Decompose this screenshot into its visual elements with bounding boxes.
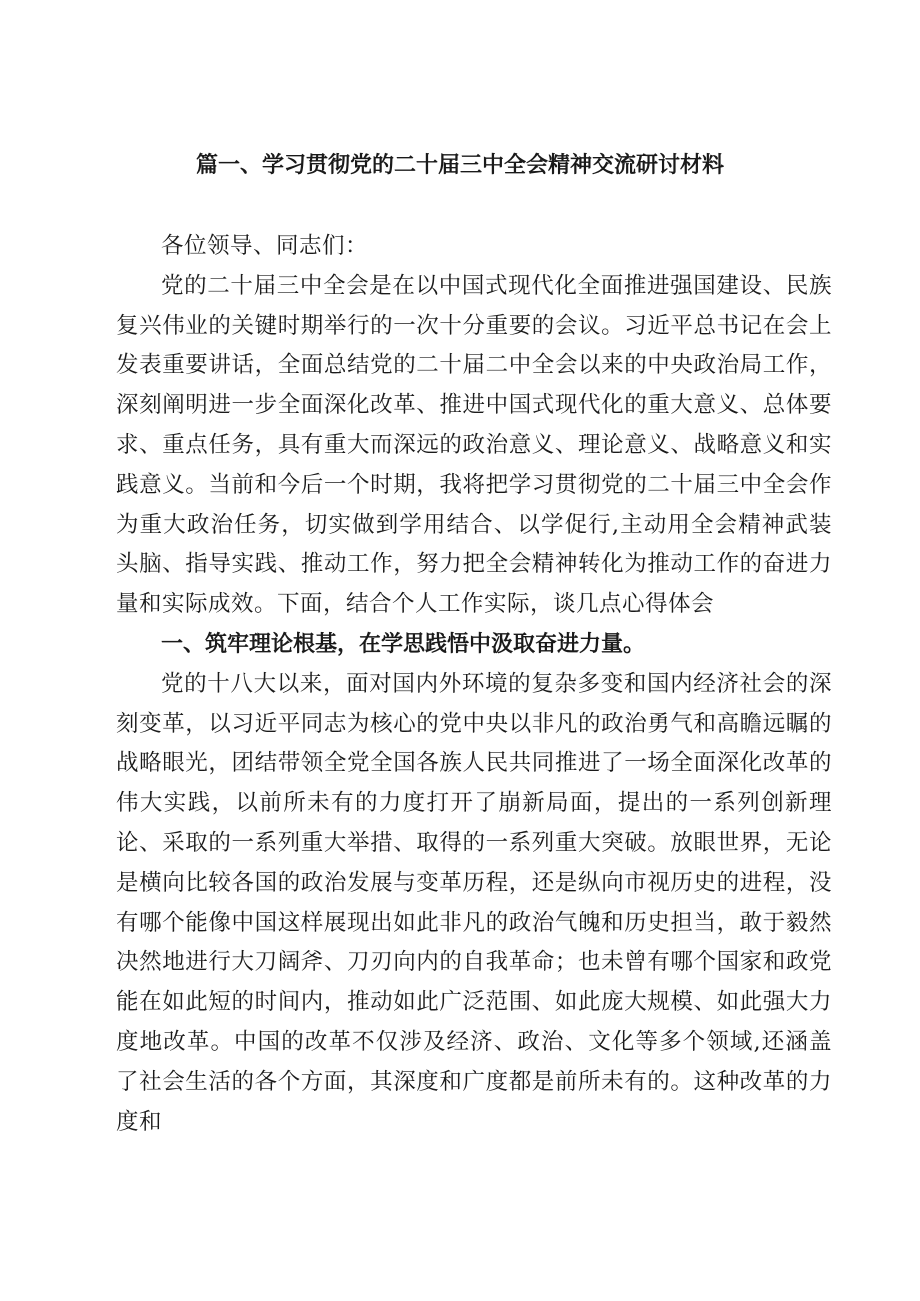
paragraph-section-1: 党的十八大以来，面对国内外环境的复杂多变和国内经济社会的深刻变革，以习近平同志为核心的党中央以非凡的政治勇气和高瞻远瞩的战略眼光，团结带领全党全国各族人民共同推进了一场全面深化改革的伟大实践，以前所未有的力度打开了崩新局面，提出的一系列创新理论、采取的一系列重大举措、取得的一系列重大突破。放眼世界，无论是横向比较各国的政治发展与变革历程，还是纵向市视历史的进程，没有哪个能像中国这样展现出如此非凡的政治气魄和历史担当，敢于毅然决然地进行大刀阔斧、刀刃向内的自我革命；也未曾有哪个国家和政党能在如此短的时间内，推动如此广泛范围、如此庞大规模、如此强大力度地改革。中国的改革不仅涉及经济、政治、文化等多个领域,还涵盖了社会生活的各个方面，其深度和广度都是前所未有的。这种改革的力度和 <box>116 670 832 1135</box>
paragraph-intro: 党的二十届三中全会是在以中国式现代化全面推进强国建设、民族复兴伟业的关键时期举行的一次十分重要的会议。习近平总书记在会上发表重要讲话，全面总结党的二十届二中全会以来的中央政治局工作，深刻阐明进一步全面深化改革、推进中国式现代化的重大意义、总体要求、重点任务，具有重大而深远的政治意义、理论意义、战略意义和实践意义。当前和今后一个时期，我将把学习贯彻党的二十届三中全会作为重大政治任务，切实做到学用结合、以学促行,主动用全会精神武装头脑、指导实践、推动工作，努力把全会精神转化为推动工作的奋进力量和实际成效。下面，结合个人工作实际，谈几点心得体会 <box>116 272 832 618</box>
section-heading-1: 一、筑牢理论根基，在学思践悟中汲取奋进力量。 <box>161 631 646 657</box>
salutation: 各位领导、同志们： <box>161 233 369 259</box>
document-title: 篇一、学习贯彻党的二十届三中全会精神交流研讨材料 <box>195 153 724 178</box>
document-body <box>116 227 832 1142</box>
